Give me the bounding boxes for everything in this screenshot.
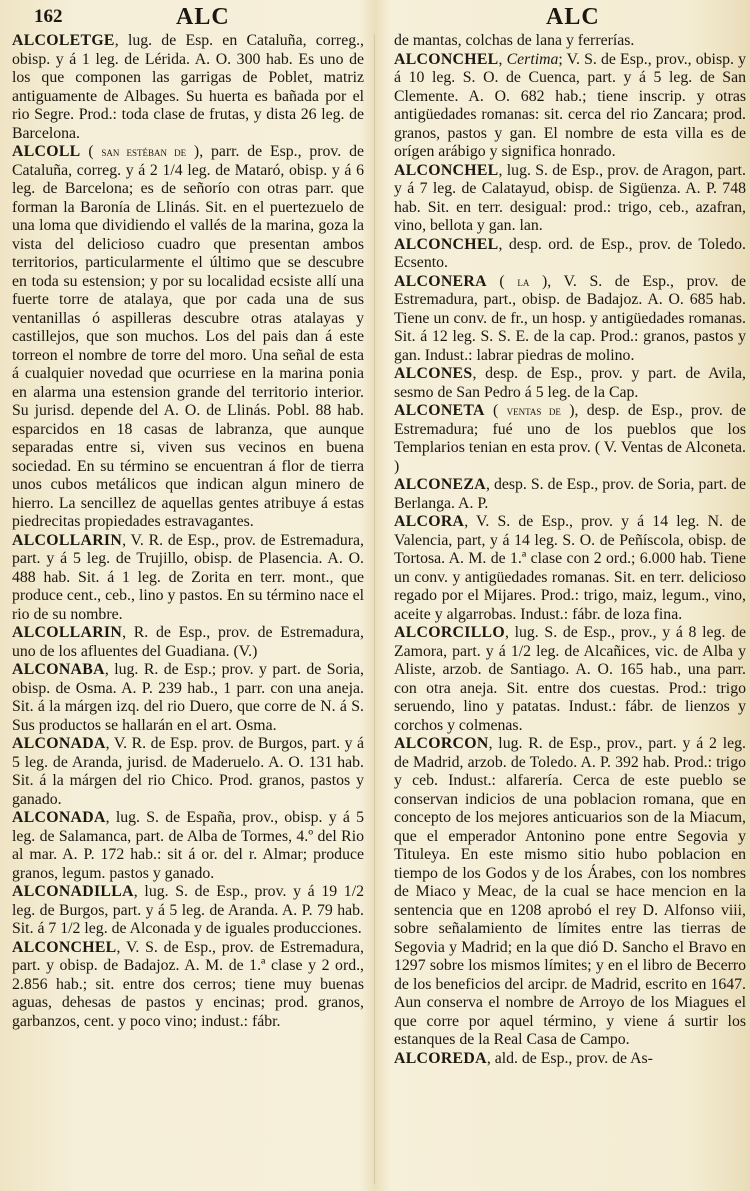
- dictionary-entry: [394, 365, 746, 402]
- continued-entry-text: de mantas, colchas de lana y ferrerías.: [394, 32, 635, 49]
- page-number: 162: [34, 6, 63, 27]
- entry-text: , V. R. de Esp. prov. de Burgos, part. y á 5 leg. de Aranda, jurisd. de Maderuelo. A. O. 131 hab. Sit. á la márgen del rio Chico. Prod. granos, pastos y ganado.: [12, 735, 364, 808]
- entry-headword: ALCONEZA: [394, 476, 486, 493]
- entry-text: , lug. S. de España, prov., obisp. y á 5 leg. de Salamanca, part. de Alba de Tormes, 4.º del Rio al mar. A. P. 172 hab.: sit á or. del r. Almar; produce granos, legum. pastos y ganado.: [12, 809, 364, 882]
- dictionary-entry: [394, 735, 746, 1050]
- left-column: [12, 32, 364, 1188]
- entry-text: , ald. de Esp., prov. de As-: [486, 1049, 653, 1067]
- dictionary-entry: [394, 513, 746, 624]
- entry-qualifier: ventas de: [506, 403, 561, 418]
- dictionary-entry: [394, 1050, 746, 1069]
- entry-headword: ALCORA: [394, 513, 465, 530]
- entry-text: , lug. de Esp. en Cataluña, correg., obisp. y á 1 leg. de Lérida. A. O. 300 hab. Es uno de los que componen las garrigas de Poblet, matriz antiguamente de Albages. Su huerta es bañada por el rio Segre. Prod.: toda clase de frutas, y dista 26 leg. de Barcelona.: [12, 32, 364, 142]
- entry-text: , lug. S. de Esp., prov., y á 8 leg. de Zamora, part. y á 1/2 leg. de Alcañices, vic. de Alba y Aliste, arzob. de Santiago. A. O. 165 hab., una parr. con otra aneja. Sit. entre dos cuestas. Prod.: trigo seruendo, lino y patatas. Indust.: fábr. de lienzos y corchos y colmenas.: [394, 624, 746, 734]
- entry-headword: ALCONABA: [12, 661, 105, 678]
- entry-qualifier: la: [517, 273, 530, 289]
- entry-text: , desp. de Esp., prov. de Estremadura; fué uno de los pueblos que los Templarios tenian en esta prov.: [394, 402, 746, 456]
- entry-see-also: ( V. Ventas de Alconeta. ): [394, 439, 746, 475]
- entry-headword: ALCONADA: [12, 809, 106, 826]
- entry-headword: ALCONES: [394, 365, 473, 382]
- entry-text: , lug. S. de Esp., prov. de Aragon, part. y á 7 leg. de Calatayud, obisp. de Sigüenza. A. P. 748 hab. Sit. en terr. desigual: prod.: trigo, ceb., azafran, vino, bellota y gan. lan.: [394, 161, 746, 234]
- left-running-head: ALC: [176, 4, 230, 30]
- entry-headword: ALCONADILLA: [12, 883, 134, 900]
- entry-headword: ALCOLLARIN: [12, 531, 123, 549]
- entry-text: , parr. de Esp., prov. de Cataluña, correg. y á 2 1/4 leg. de Mataró, obisp. y á 6 leg. de Barcelona; es de señorío con otras parr. que forman la Baronía de Llinás. Sit. en el puertezuelo de una loma que dividiendo el vallés de la marina, goza la vista del delicioso cuadro que presentan ambos territorios, particularmente el último que se descubre en toda su estension; y por su localidad ecsiste allí una fuerte torre de atalaya, que por cada una de sus ventanillas ó aspilleras descubre otras atalayas y castillejos, que son muchos. Los del pais dan á este torreon el nombre de torre del moro. Una señal de esta á cualquier novedad que ocurriese en la marina ponia en alarma una estension grande del territorio interior. Su jurisd. depende del A. O. de Llinás. Pobl. 88 hab. esparcidos en 18 casas de labranza, que aunque separadas entre si, viven sus vecinos en buena sociedad. En su término se encuentran á flor de tierra unos cubos metálicos que indican algun minero de hierro. La sencillez de aquellas gentes atribuye á estas piedrecitas propiedades estravagantes.: [12, 143, 364, 530]
- entry-qualifier: san estéban de: [101, 144, 187, 159]
- entry-headword: ALCONADA: [12, 735, 106, 752]
- dictionary-entry: ALCONETA ( ventas de ), desp. de Esp., prov. de Estremadura; fué uno de los pueblos que los Templarios tenian en esta prov. ( V. Ventas de Alconeta. ): [394, 402, 746, 475]
- right-column: [394, 32, 746, 1188]
- entry-headword: ALCONETA: [394, 402, 485, 419]
- page-header: [0, 6, 750, 34]
- entry-headword: ALCOLETGE: [12, 32, 115, 49]
- entry-text: , desp. S. de Esp., prov. de Soria, part. de Berlanga. A. P.: [394, 476, 746, 512]
- entry-latin-name: Certima: [506, 50, 559, 68]
- entry-text: , V. S. de Esp., prov. de Estremadura, part., obisp. de Badajoz. A. O. 685 hab. Tiene un conv. de fr., un hosp. y antigüedades romanas. Sit. á 12 leg. S. S. E. de la cap. Prod.: granos, pastos y gan. Indust.: labrar piedras de molino.: [394, 272, 746, 364]
- entry-headword: ALCONCHEL: [394, 50, 499, 68]
- dictionary-entry: ALCOLL ( san estéban de ), parr. de Esp., prov. de Cataluña, correg. y á 2 1/4 leg. de Mataró, obisp. y á 6 leg. de Barcelona; es de señorío con otras parr. que forman la Baronía de Llinás. Sit. en el puertezuelo de una loma que dividiendo el vallés de la marina, goza la vista del delicioso cuadro que presentan ambos territorios, particularmente el último que se descubre en toda su estension; y por su localidad ecsiste allí una fuerte torre de atalaya, que por cada una de sus ventanillas ó aspilleras descubre otras atalayas y castillejos, que son muchos. Los del pais dan á este torreon el nombre de torre del moro. Una señal de esta á cualquier novedad que ocurriese en la marina ponia en alarma una estension grande del territorio interior. Su jurisd. depende del A. O. de Llinás. Pobl. 88 hab. esparcidos en 18 casas de labranza, que aunque separadas entre si, viven sus vecinos en buena sociedad. En su término se encuentran á flor de tierra unos cubos metálicos que indican algun minero de hierro. La sencillez de aquellas gentes atribuye á estas piedrecitas propiedades estravagantes.: [12, 143, 364, 530]
- entry-headword: ALCORCILLO: [394, 624, 505, 641]
- entry-headword: ALCOLL: [12, 143, 81, 160]
- dictionary-entry: [12, 809, 364, 883]
- entry-text: , lug. R. de Esp., prov., part. y á 2 leg. de Madrid, arzob. de Toledo. A. P. 392 hab. Prod.: trigo y ceb. Indust.: alfarería. Cerca de este pueblo se conservan indicios de una poblacion romana, que en concepto de los mejores anticuarios son de la Miacum, que el emperador Antonino pone entre Segovia y Tituleya. En este mismo sitio hubo poblacion en tiempo de los Godos y de los Árabes, con los nombres de Miaco y Meac, de la cual se hace mencion en la sentencia que en 1208 aprobó el rey D. Alfonso viii, sobre señalamiento de límites entre las tierras de Segovia y Madrid; en la que dió D. Sancho el Bravo en 1297 sobre los mismos límites; y en el libro de Becerro de los beneficios del arcipr. de Madrid, escrito en 1647. Aun conserva el nombre de Arroyo de los Miagues el que corre por aquel término, y viene á surtir los estanques de la Real Casa de Campo.: [394, 735, 746, 1048]
- entry-text: ; V. S. de Esp., prov., obisp. y á 10 leg. S. O. de Cuenca, part. y á 5 leg. de San Clemente. A. O. 682 hab.; tiene inscrip. y otras antigüedades romanas: sit. cerca del rio Zancara; prod. granos, pastos y gan. El nombre de esta villa es de orígen arábigo y significa honrado.: [394, 50, 746, 160]
- entry-headword: ALCONCHEL: [394, 235, 499, 253]
- entry-text: , desp. ord. de Esp., prov. de Toledo. Ecsento.: [394, 235, 746, 271]
- entry-headword: ALCOREDA: [394, 1049, 487, 1067]
- dictionary-entry: [12, 661, 364, 735]
- dictionary-entry: [12, 939, 364, 1032]
- dictionary-entry: [394, 476, 746, 513]
- entry-text: , R. de Esp., prov. de Estremadura, uno de los afluentes del Guadiana. (V.): [12, 624, 364, 660]
- entry-text: , lug. R. de Esp.; prov. y part. de Soria, obisp. de Osma. A. P. 239 hab., 1 parr. con una aneja. Sit. á la márgen izq. del rio Duero, que corre de N. á S. Sus productos se hallarán en el art. Osma.: [12, 661, 364, 734]
- dictionary-entry: [12, 32, 364, 143]
- entry-text: , V. S. de Esp., prov. y á 14 leg. N. de Valencia, part, y á 14 leg. S. O. de Peñíscola, obisp. de Tortosa. A. M. de 1.ª clase con 2 ord.; 6.000 hab. Tiene un conv. y antigüedades romanas. Sit. en terr. delicioso regado por el Mijares. Prod.: trigo, maiz, legum., vino, aceite y algarrobas. Indust.: fábr. de loza fina.: [394, 513, 746, 623]
- entry-headword: ALCONCHEL: [12, 938, 117, 956]
- dictionary-entry: [12, 624, 364, 661]
- dictionary-entry: [12, 735, 364, 809]
- entry-text: , V. R. de Esp., prov. de Estremadura, part. y á 5 leg. de Trujillo, obisp. de Plasencia. A. O. 488 hab. Sit. á 1 leg. de Zorita en terr. mont., que produce cent., ceb., lino y pastos. En su término nace el rio de su nombre.: [12, 531, 364, 623]
- dictionary-entry: [394, 236, 746, 273]
- dictionary-entry: [394, 162, 746, 236]
- dictionary-entry: ALCONERA ( la ), V. S. de Esp., prov. de Estremadura, part., obisp. de Badajoz. A. O. 685 hab. Tiene un conv. de fr., un hosp. y antigüedades romanas. Sit. á 12 leg. S. S. E. de la cap. Prod.: granos, pastos y gan. Indust.: labrar piedras de molino.: [394, 272, 746, 364]
- column-gutter: [374, 34, 375, 1184]
- entry-text: , lug. S. de Esp., prov. y á 19 1/2 leg. de Burgos, part. y á 5 leg. de Aranda. A. P. 79 hab. Sit. á 7 1/2 leg. de Alconada y de iguales producciones.: [12, 883, 364, 937]
- dictionary-entry: [12, 883, 364, 939]
- entry-headword: ALCOLLARIN: [12, 624, 123, 641]
- dictionary-entry: [394, 624, 746, 735]
- entry-headword: ALCONERA: [394, 272, 487, 290]
- right-running-head: ALC: [546, 4, 600, 30]
- entry-text: , desp. de Esp., prov. y part. de Avila, sesmo de San Pedro á 5 leg. de la Cap.: [394, 365, 746, 401]
- entry-text: , V. S. de Esp., prov. de Estremadura, part. y obisp. de Badajoz. A. M. de 1.ª clase y 2 ord., 2.856 hab.; sit. entre dos cerros; tiene muy buenas aguas, dehesas de pastos y encinas; prod. granos, garbanzos, cent. y poco vino; indust.: fábr.: [12, 938, 364, 1030]
- entry-headword: ALCORCON: [394, 735, 489, 752]
- dictionary-entry: [12, 532, 364, 625]
- dictionary-entry: ALCONCHEL, Certima; V. S. de Esp., prov., obisp. y á 10 leg. S. O. de Cuenca, part. y á 5 leg. de San Clemente. A. O. 682 hab.; tiene inscrip. y otras antigüedades romanas: sit. cerca del rio Zancara; prod. granos, pastos y gan. El nombre de esta villa es de orígen arábigo y significa honrado.: [394, 50, 746, 160]
- entry-headword: ALCONCHEL: [394, 161, 499, 179]
